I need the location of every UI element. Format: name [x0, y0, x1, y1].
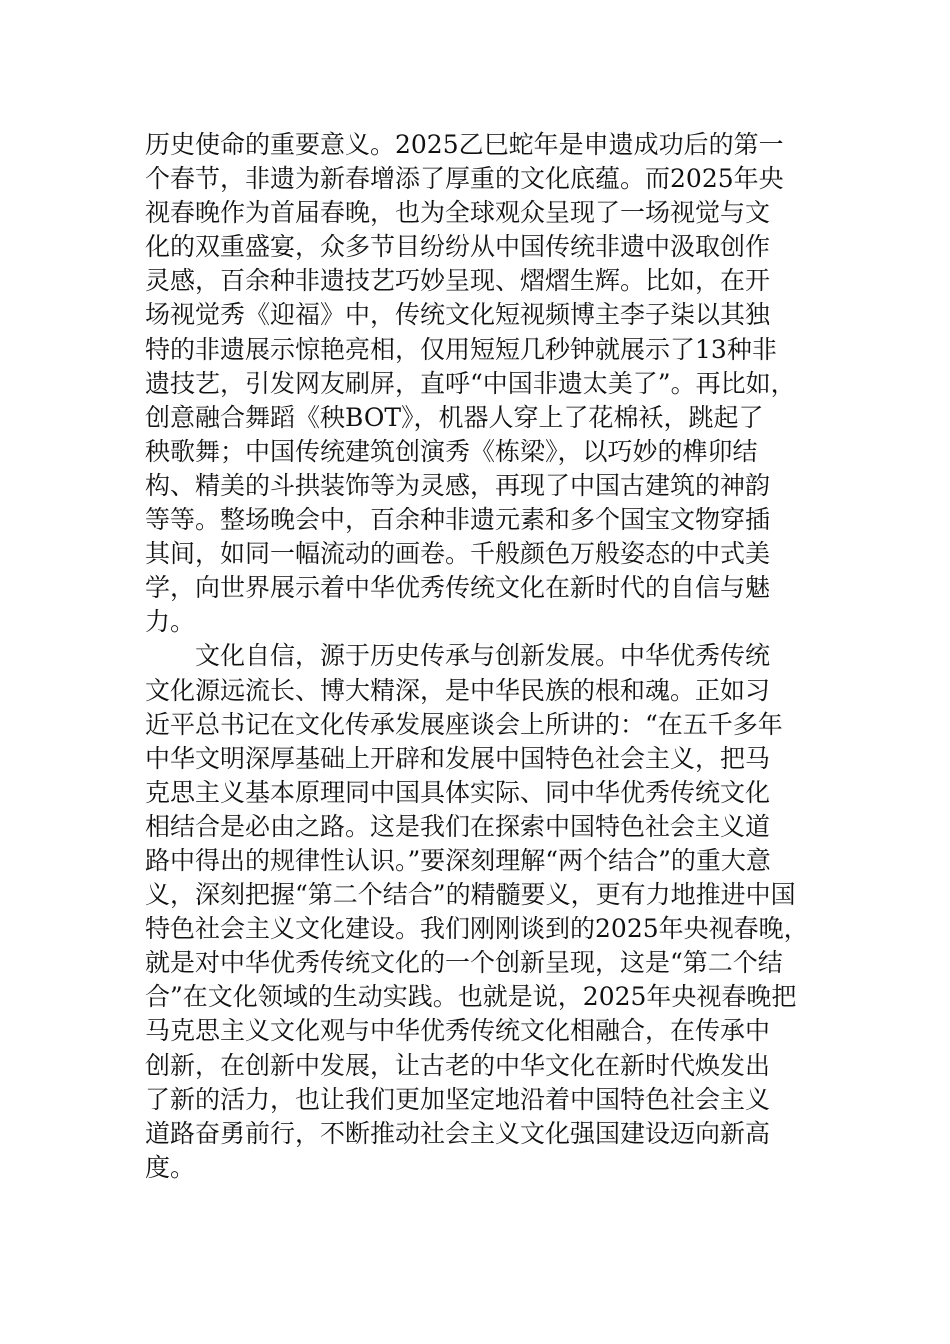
paragraph-2: [145, 639, 825, 1185]
text-line: 灵感，百余种非遗技艺巧妙呈现、熠熠生辉。比如，在开: [145, 266, 771, 296]
text-line: 创意融合舞蹈《秧BOT》，机器人穿上了花棉袄，跳起了: [145, 402, 764, 432]
text-line: 历史使命的重要意义。2025乙巳蛇年是申遗成功后的第一: [145, 130, 784, 159]
text-line: 合”在文化领域的生动实践。也就是说，2025年央视春晚把: [145, 982, 797, 1012]
text-line: 视春晚作为首届春晚，也为全球观众呈现了一场视觉与文: [145, 198, 771, 228]
text-line: 相结合是必由之路。这是我们在探索中国特色社会主义道: [145, 811, 771, 841]
text-line: 场视觉秀《迎福》中，传统文化短视频博主李子柒以其独: [145, 300, 771, 330]
text-line: 文化源远流长、博大精深，是中华民族的根和魂。正如习: [145, 675, 771, 705]
text-line: 就是对中华优秀传统文化的一个创新呈现，这是“第二个结: [145, 948, 783, 978]
text-line: 道路奋勇前行，不断推动社会主义文化强国建设迈向新高: [145, 1118, 771, 1148]
text-line: 了新的活力，也让我们更加坚定地沿着中国特色社会主义: [145, 1084, 771, 1114]
text-line: 其间，如同一幅流动的画卷。千般颜色万般姿态的中式美: [145, 539, 771, 569]
text-line: 近平总书记在文化传承发展座谈会上所讲的：“在五千多年: [145, 709, 783, 739]
text-line: 构、精美的斗拱装饰等为灵感，再现了中国古建筑的神韵: [145, 470, 771, 500]
text-line: 中华文明深厚基础上开辟和发展中国特色社会主义，把马: [145, 743, 771, 773]
text-line: 马克思主义文化观与中华优秀传统文化相融合，在传承中: [145, 1016, 771, 1046]
body-text: [145, 128, 825, 1185]
text-line: 文化自信，源于历史传承与创新发展。中华优秀传统: [195, 641, 771, 671]
text-line: 等等。整场晚会中，百余种非遗元素和多个国宝文物穿插: [145, 505, 771, 535]
text-line: 克思主义基本原理同中国具体实际、同中华优秀传统文化: [145, 777, 771, 807]
text-line: 义，深刻把握“第二个结合”的精髓要义，更有力地推进中国: [145, 880, 796, 910]
text-line: 秧歌舞；中国传统建筑创演秀《栋梁》，以巧妙的榫卯结: [145, 436, 758, 466]
text-line: 度。: [145, 1152, 196, 1182]
text-line: 个春节，非遗为新春增添了厚重的文化底蕴。而2025年央: [145, 164, 784, 194]
text-line: 特的非遗展示惊艳亮相，仅用短短几秒钟就展示了13种非: [145, 334, 777, 364]
text-line: 学，向世界展示着中华优秀传统文化在新时代的自信与魅: [145, 573, 771, 603]
text-line: 力。: [145, 607, 196, 637]
paragraph-1: [145, 128, 825, 639]
text-line: 创新，在创新中发展，让古老的中华文化在新时代焕发出: [145, 1050, 771, 1080]
text-line: 特色社会主义文化建设。我们刚刚谈到的2025年央视春晚，: [145, 914, 809, 944]
text-line: 遗技艺，引发网友刷屏，直呼“中国非遗太美了”。再比如，: [145, 368, 796, 398]
text-line: 路中得出的规律性认识。”要深刻理解“两个结合”的重大意: [145, 845, 771, 875]
text-line: 化的双重盛宴，众多节目纷纷从中国传统非遗中汲取创作: [145, 232, 771, 262]
